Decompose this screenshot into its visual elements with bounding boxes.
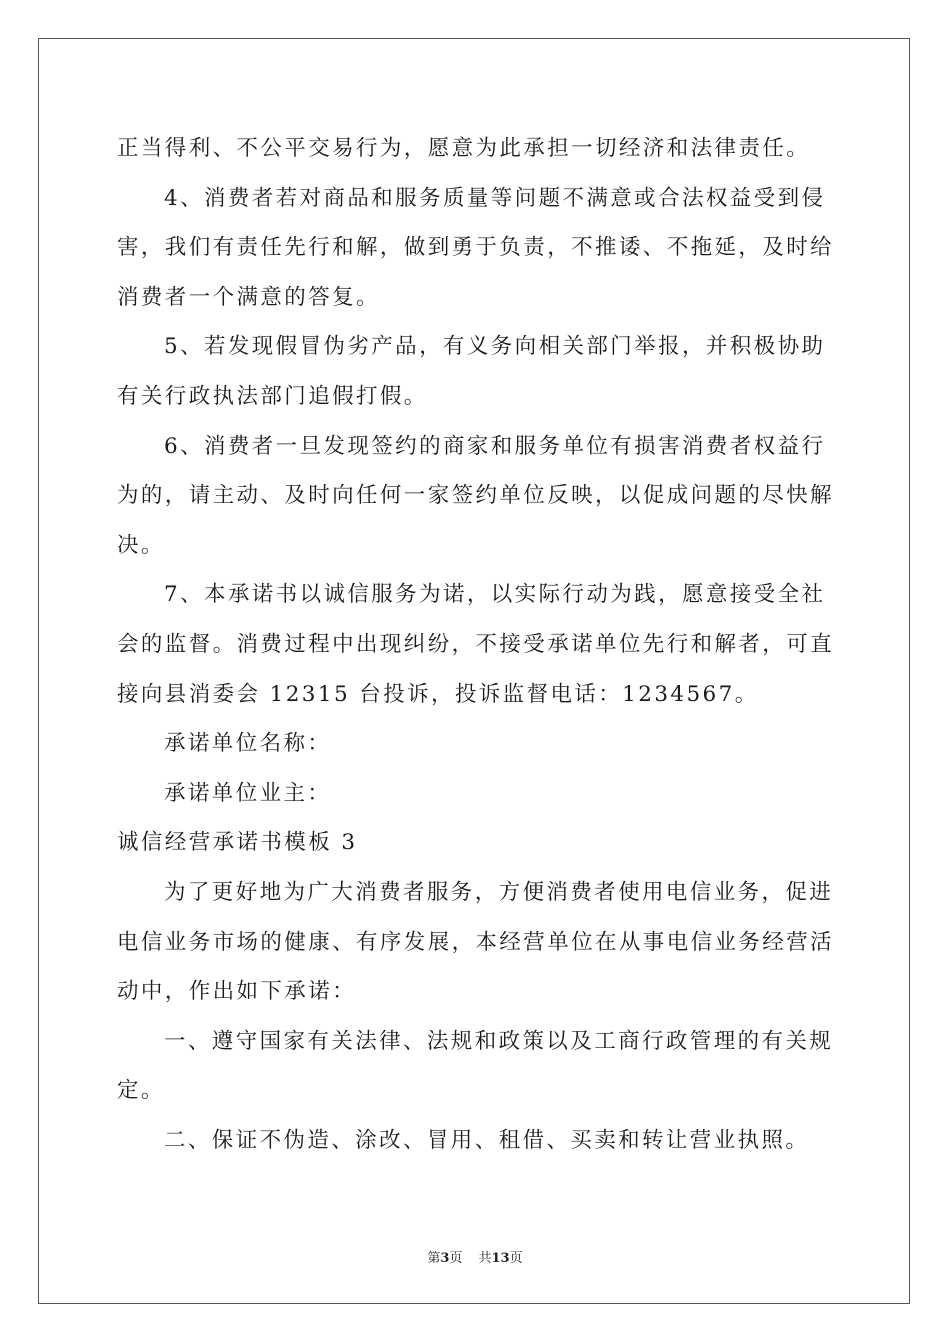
text-line: 5、若发现假冒伪劣产品，有义务向相关部门举报，并积极协助 [164,334,826,360]
text-line: 电信业务市场的健康、有序发展，本经营单位在从事电信业务经营活 [117,929,835,955]
signature-unit-name-label: 承诺单位名称： [164,731,332,757]
text-line: 有关行政执法部门追假打假。 [117,383,428,409]
total-pages: 13 [491,1251,510,1266]
page-suffix: 页 [449,1251,463,1266]
document-body [117,124,835,1165]
text-line: 定。 [117,1078,165,1104]
section-heading: 诚信经营承诺书模板 3 [117,830,358,856]
text-line: 4、消费者若对商品和服务质量等问题不满意或合法权益受到侵 [164,185,826,211]
text-line: 一、遵守国家有关法律、法规和政策以及工商行政管理的有关规 [164,1028,834,1054]
text-line: 决。 [117,532,165,558]
text-line: 害，我们有责任先行和解，做到勇于负责，不推诿、不拖延，及时给 [117,235,835,261]
text-line: 动中，作出如下承诺： [117,979,357,1005]
text-line: 6、消费者一旦发现签约的商家和服务单位有损害消费者权益行 [164,433,826,459]
text-line: 为的，请主动、及时向任何一家签约单位反映，以促成问题的尽快解 [117,483,835,509]
text-line: 正当得利、不公平交易行为，愿意为此承担一切经济和法律责任。 [117,136,811,161]
total-prefix: 共 [478,1251,492,1266]
text-line: 7、本承诺书以诚信服务为诺，以实际行动为践，愿意接受全社 [164,582,826,608]
total-suffix: 页 [509,1251,523,1266]
text-line: 为了更好地为广大消费者服务，方便消费者使用电信业务，促进 [164,879,834,905]
page-number: 3 [440,1251,450,1266]
signature-unit-owner-label: 承诺单位业主： [164,780,332,806]
text-line: 消费者一个满意的答复。 [117,284,380,310]
page-footer [0,1247,950,1266]
text-line: 二、保证不伪造、涂改、冒用、租借、买卖和转让营业执照。 [164,1127,810,1153]
text-line: 会的监督。消费过程中出现纠纷，不接受承诺单位先行和解者，可直 [117,631,835,657]
page-prefix: 第 [427,1251,441,1266]
text-line: 接向县消委会 12315 台投诉，投诉监督电话：1234567。 [117,681,759,707]
